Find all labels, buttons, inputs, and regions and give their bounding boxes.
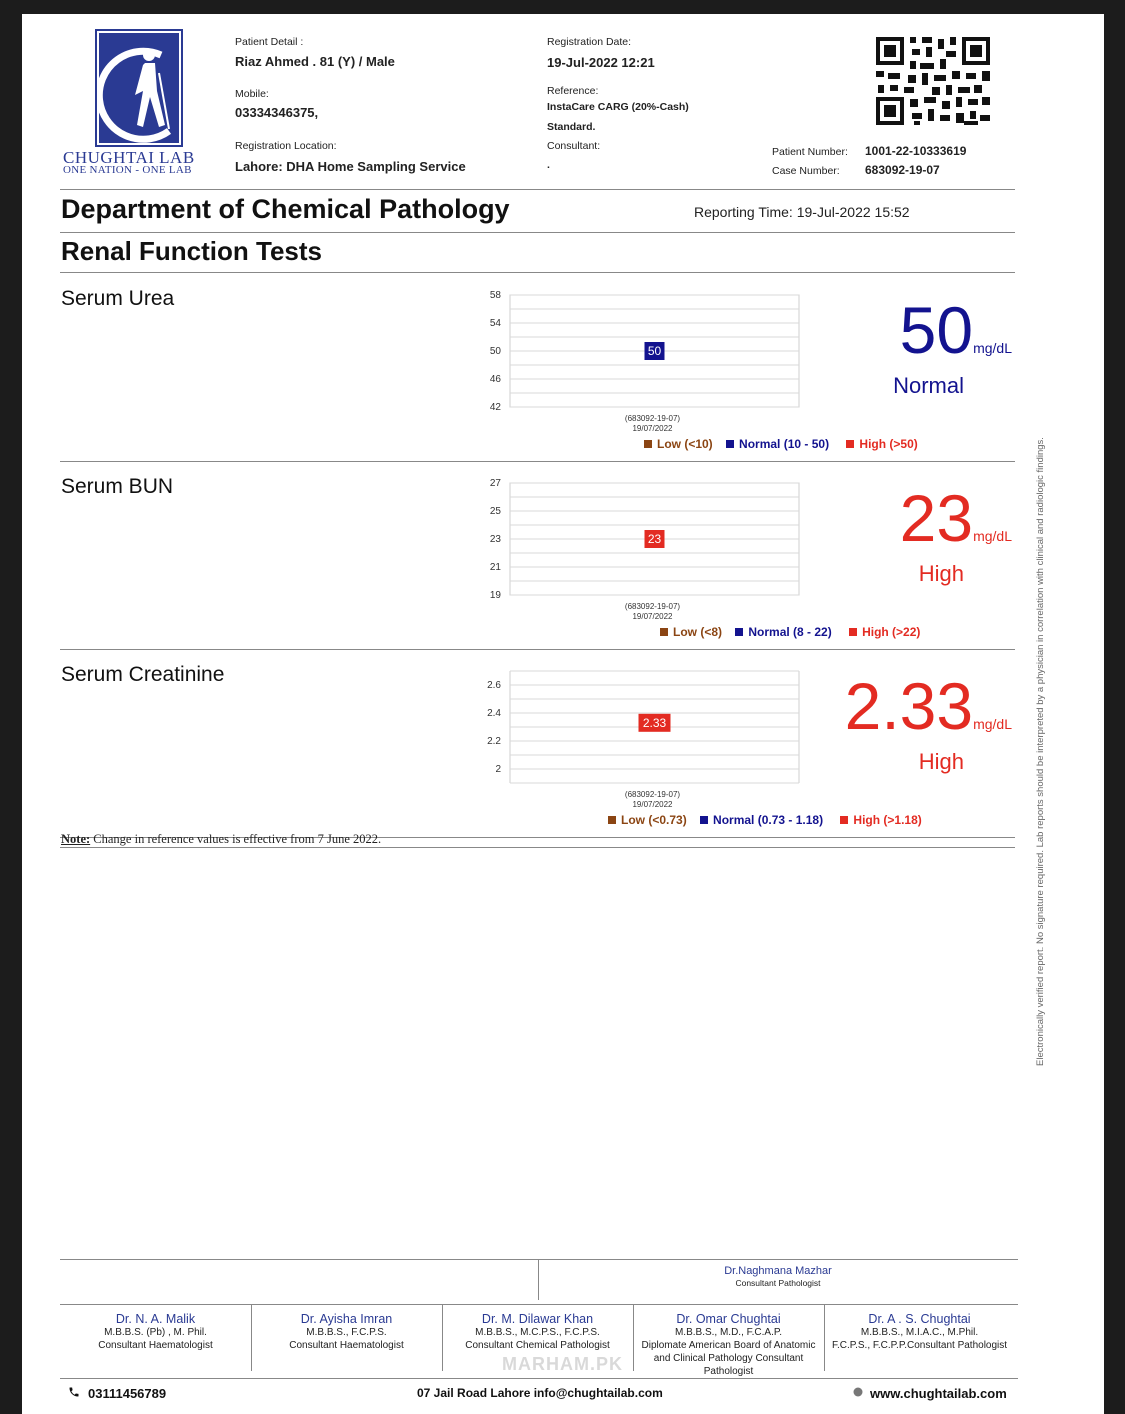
legend-normal bbox=[735, 625, 831, 639]
legend-low-label: Low (<10) bbox=[657, 437, 713, 451]
signature-top-divider bbox=[60, 1259, 1018, 1260]
reference-line1: InstaCare CARG (20%-Cash) bbox=[547, 101, 689, 113]
legend-high bbox=[840, 813, 921, 827]
result-unit: mg/dL bbox=[973, 340, 1012, 356]
result-status: High bbox=[918, 561, 964, 586]
note-label: Note: bbox=[61, 832, 91, 846]
doctor-qualification: M.B.B.S., M.D., F.C.A.P. bbox=[674, 1327, 783, 1338]
result-block bbox=[802, 669, 1012, 743]
result-value: 2.33 bbox=[844, 669, 974, 743]
legend-low bbox=[644, 437, 713, 451]
reference-line2: Standard. bbox=[547, 121, 596, 133]
chart-x-label-case: (683092-19-07) bbox=[624, 414, 681, 423]
note bbox=[61, 832, 381, 847]
chart-x-label-date: 19/07/2022 bbox=[632, 800, 673, 809]
doctor-qualification: Consultant Chemical Pathologist bbox=[465, 1340, 610, 1351]
mobile-number: 03334346375, bbox=[235, 105, 319, 120]
doctors-top-divider bbox=[60, 1304, 1018, 1305]
test-name: Serum BUN bbox=[61, 475, 174, 498]
chart-x-label-case: (683092-19-07) bbox=[624, 790, 681, 799]
case-number: 683092-19-07 bbox=[865, 163, 940, 177]
patient-detail: Riaz Ahmed . 81 (Y) / Male bbox=[235, 54, 395, 69]
chart-x-label-case: (683092-19-07) bbox=[624, 602, 681, 611]
reference-label: Reference: bbox=[547, 85, 599, 97]
note-text: Change in reference values is effective from 7 June 2022. bbox=[90, 832, 382, 846]
logo-title: CHUGHTAI LAB bbox=[63, 148, 195, 167]
doctor-separator bbox=[824, 1305, 825, 1371]
result-status: Normal bbox=[893, 373, 964, 398]
registration-location: Lahore: DHA Home Sampling Service bbox=[235, 159, 466, 174]
doctor-name: Dr. A . S. Chughtai bbox=[868, 1312, 971, 1326]
test-name: Serum Creatinine bbox=[61, 663, 225, 686]
chart-legend bbox=[644, 437, 918, 451]
chart-legend bbox=[608, 813, 922, 827]
patient-number: 1001-22-10333619 bbox=[865, 144, 967, 158]
chart-legend bbox=[660, 625, 920, 639]
chart-point-label: 50 bbox=[647, 344, 662, 358]
doctor-name: Dr. Ayisha Imran bbox=[300, 1312, 393, 1326]
doctor-qualification: M.B.B.S. (Pb) , M. Phil. bbox=[104, 1327, 207, 1338]
test-divider bbox=[60, 649, 1015, 650]
registration-date: 19-Jul-2022 12:21 bbox=[547, 55, 655, 70]
walking-man-logo-icon bbox=[99, 33, 181, 145]
chart-y-tick: 2.2 bbox=[487, 736, 501, 747]
result-value: 23 bbox=[899, 481, 974, 555]
legend-low bbox=[608, 813, 687, 827]
panel-divider bbox=[60, 272, 1015, 273]
doctor-qualification: Consultant Haematologist bbox=[98, 1340, 213, 1351]
reporting-time-value: 19-Jul-2022 15:52 bbox=[796, 204, 910, 220]
doctor-separator bbox=[633, 1305, 634, 1371]
result-chart bbox=[477, 477, 817, 622]
doctor-name: Dr. M. Dilawar Khan bbox=[481, 1312, 594, 1326]
legend-high bbox=[849, 625, 920, 639]
signatory-name: Dr.Naghmana Mazhar bbox=[724, 1265, 832, 1277]
chart-y-tick: 2 bbox=[495, 764, 501, 775]
patient-detail-label: Patient Detail : bbox=[235, 36, 304, 48]
signature-split bbox=[538, 1260, 539, 1300]
chart-point-label: 23 bbox=[647, 532, 662, 546]
reporting-time bbox=[694, 204, 910, 220]
chart-y-tick: 2.4 bbox=[487, 708, 501, 719]
doctor-name: Dr. N. A. Malik bbox=[115, 1312, 196, 1326]
chart-y-tick: 27 bbox=[489, 478, 501, 489]
patient-number-label: Patient Number: bbox=[772, 146, 848, 158]
doctor-qualification: F.C.P.S., F.C.P.P.Consultant Pathologist bbox=[831, 1340, 1008, 1351]
chart-point-label: 2.33 bbox=[642, 715, 667, 730]
doctor-column bbox=[633, 1312, 824, 1378]
signatory-title: Consultant Pathologist bbox=[735, 1278, 821, 1288]
result-block bbox=[802, 293, 1012, 367]
legend-high bbox=[846, 437, 917, 451]
case-number-label: Case Number: bbox=[772, 165, 840, 177]
doctor-separator bbox=[442, 1305, 443, 1371]
doctor-qualification: M.B.B.S., F.C.P.S. bbox=[306, 1327, 387, 1338]
doctor-column bbox=[251, 1312, 442, 1352]
legend-normal-label: Normal (8 - 22) bbox=[748, 625, 832, 639]
legend-low bbox=[660, 625, 722, 639]
footer-address: 07 Jail Road Lahore info@chughtailab.com bbox=[417, 1386, 663, 1400]
doctor-qualification: Diplomate American Board of Anatomic bbox=[641, 1340, 816, 1351]
panel-title: Renal Function Tests bbox=[61, 236, 322, 266]
result-value: 50 bbox=[899, 293, 974, 367]
chart-x-label-date: 19/07/2022 bbox=[632, 612, 673, 621]
legend-normal bbox=[726, 437, 829, 451]
consultant-value: . bbox=[547, 159, 550, 171]
department-divider bbox=[60, 232, 1015, 233]
result-block bbox=[802, 481, 1012, 555]
result-chart bbox=[477, 289, 817, 434]
phone-icon bbox=[68, 1386, 80, 1398]
chart-y-tick: 42 bbox=[489, 402, 501, 413]
marham-watermark: MARHAM.PK bbox=[502, 1354, 623, 1374]
test-name: Serum Urea bbox=[61, 287, 175, 310]
chart-y-tick: 58 bbox=[489, 290, 501, 301]
result-unit: mg/dL bbox=[973, 716, 1012, 732]
chart-y-tick: 19 bbox=[489, 590, 501, 601]
chart-y-tick: 21 bbox=[489, 562, 501, 573]
legend-low-label: Low (<0.73) bbox=[621, 813, 687, 827]
result-status: High bbox=[918, 749, 964, 774]
legend-high-label: High (>50) bbox=[859, 437, 918, 451]
globe-icon bbox=[853, 1387, 863, 1397]
doctor-name: Dr. Omar Chughtai bbox=[676, 1312, 781, 1326]
chart-y-tick: 25 bbox=[489, 506, 501, 517]
chart-x-label-date: 19/07/2022 bbox=[632, 424, 673, 433]
doctor-qualification: and Clinical Pathology Consultant bbox=[653, 1353, 804, 1364]
chart-y-tick: 54 bbox=[489, 318, 501, 329]
chart-y-tick: 50 bbox=[489, 346, 501, 357]
legend-normal bbox=[700, 813, 823, 827]
chart-y-tick: 23 bbox=[489, 534, 501, 545]
footer-divider bbox=[60, 1378, 1018, 1379]
doctor-separator bbox=[251, 1305, 252, 1371]
doctor-qualification: M.B.B.S., M.C.P.S., F.C.P.S. bbox=[475, 1327, 600, 1338]
consultant-label: Consultant: bbox=[547, 140, 601, 152]
logo-tagline: ONE NATION - ONE LAB bbox=[63, 164, 192, 176]
header-divider bbox=[60, 189, 1015, 190]
legend-high-label: High (>1.18) bbox=[853, 813, 922, 827]
department-title: Department of Chemical Pathology bbox=[61, 194, 510, 224]
mobile-label: Mobile: bbox=[235, 88, 269, 100]
chart-y-tick: 2.6 bbox=[487, 680, 501, 691]
result-chart bbox=[477, 665, 817, 810]
qr-code-icon bbox=[874, 35, 992, 127]
legend-low-label: Low (<8) bbox=[673, 625, 723, 639]
doctor-column bbox=[442, 1312, 633, 1352]
doctor-column bbox=[60, 1312, 251, 1352]
reporting-time-label: Reporting Time: bbox=[694, 204, 793, 220]
registration-location-label: Registration Location: bbox=[235, 140, 337, 152]
doctor-qualification: M.B.B.S., M.I.A.C., M.Phil. bbox=[860, 1327, 979, 1338]
doctor-qualification: Consultant Haematologist bbox=[289, 1340, 404, 1351]
footer-phone: 03111456789 bbox=[88, 1386, 167, 1401]
footer-website: www.chughtailab.com bbox=[870, 1386, 1007, 1401]
legend-normal-label: Normal (10 - 50) bbox=[739, 437, 830, 451]
chughtai-logo bbox=[97, 31, 181, 145]
side-verification-note: Electronically verified report. No signature required. Lab reports should be interpreted by a physician in correlation with clinical and radiologic findings. bbox=[1035, 437, 1046, 1066]
test-divider bbox=[60, 461, 1015, 462]
registration-date-label: Registration Date: bbox=[547, 36, 632, 48]
chart-y-tick: 46 bbox=[489, 374, 501, 385]
doctor-column bbox=[824, 1312, 1015, 1352]
legend-normal-label: Normal (0.73 - 1.18) bbox=[713, 813, 824, 827]
legend-high-label: High (>22) bbox=[862, 625, 921, 639]
doctor-qualification: Pathologist bbox=[703, 1366, 754, 1377]
report-page bbox=[22, 14, 1104, 1414]
result-unit: mg/dL bbox=[973, 528, 1012, 544]
note-divider bbox=[60, 847, 1015, 848]
